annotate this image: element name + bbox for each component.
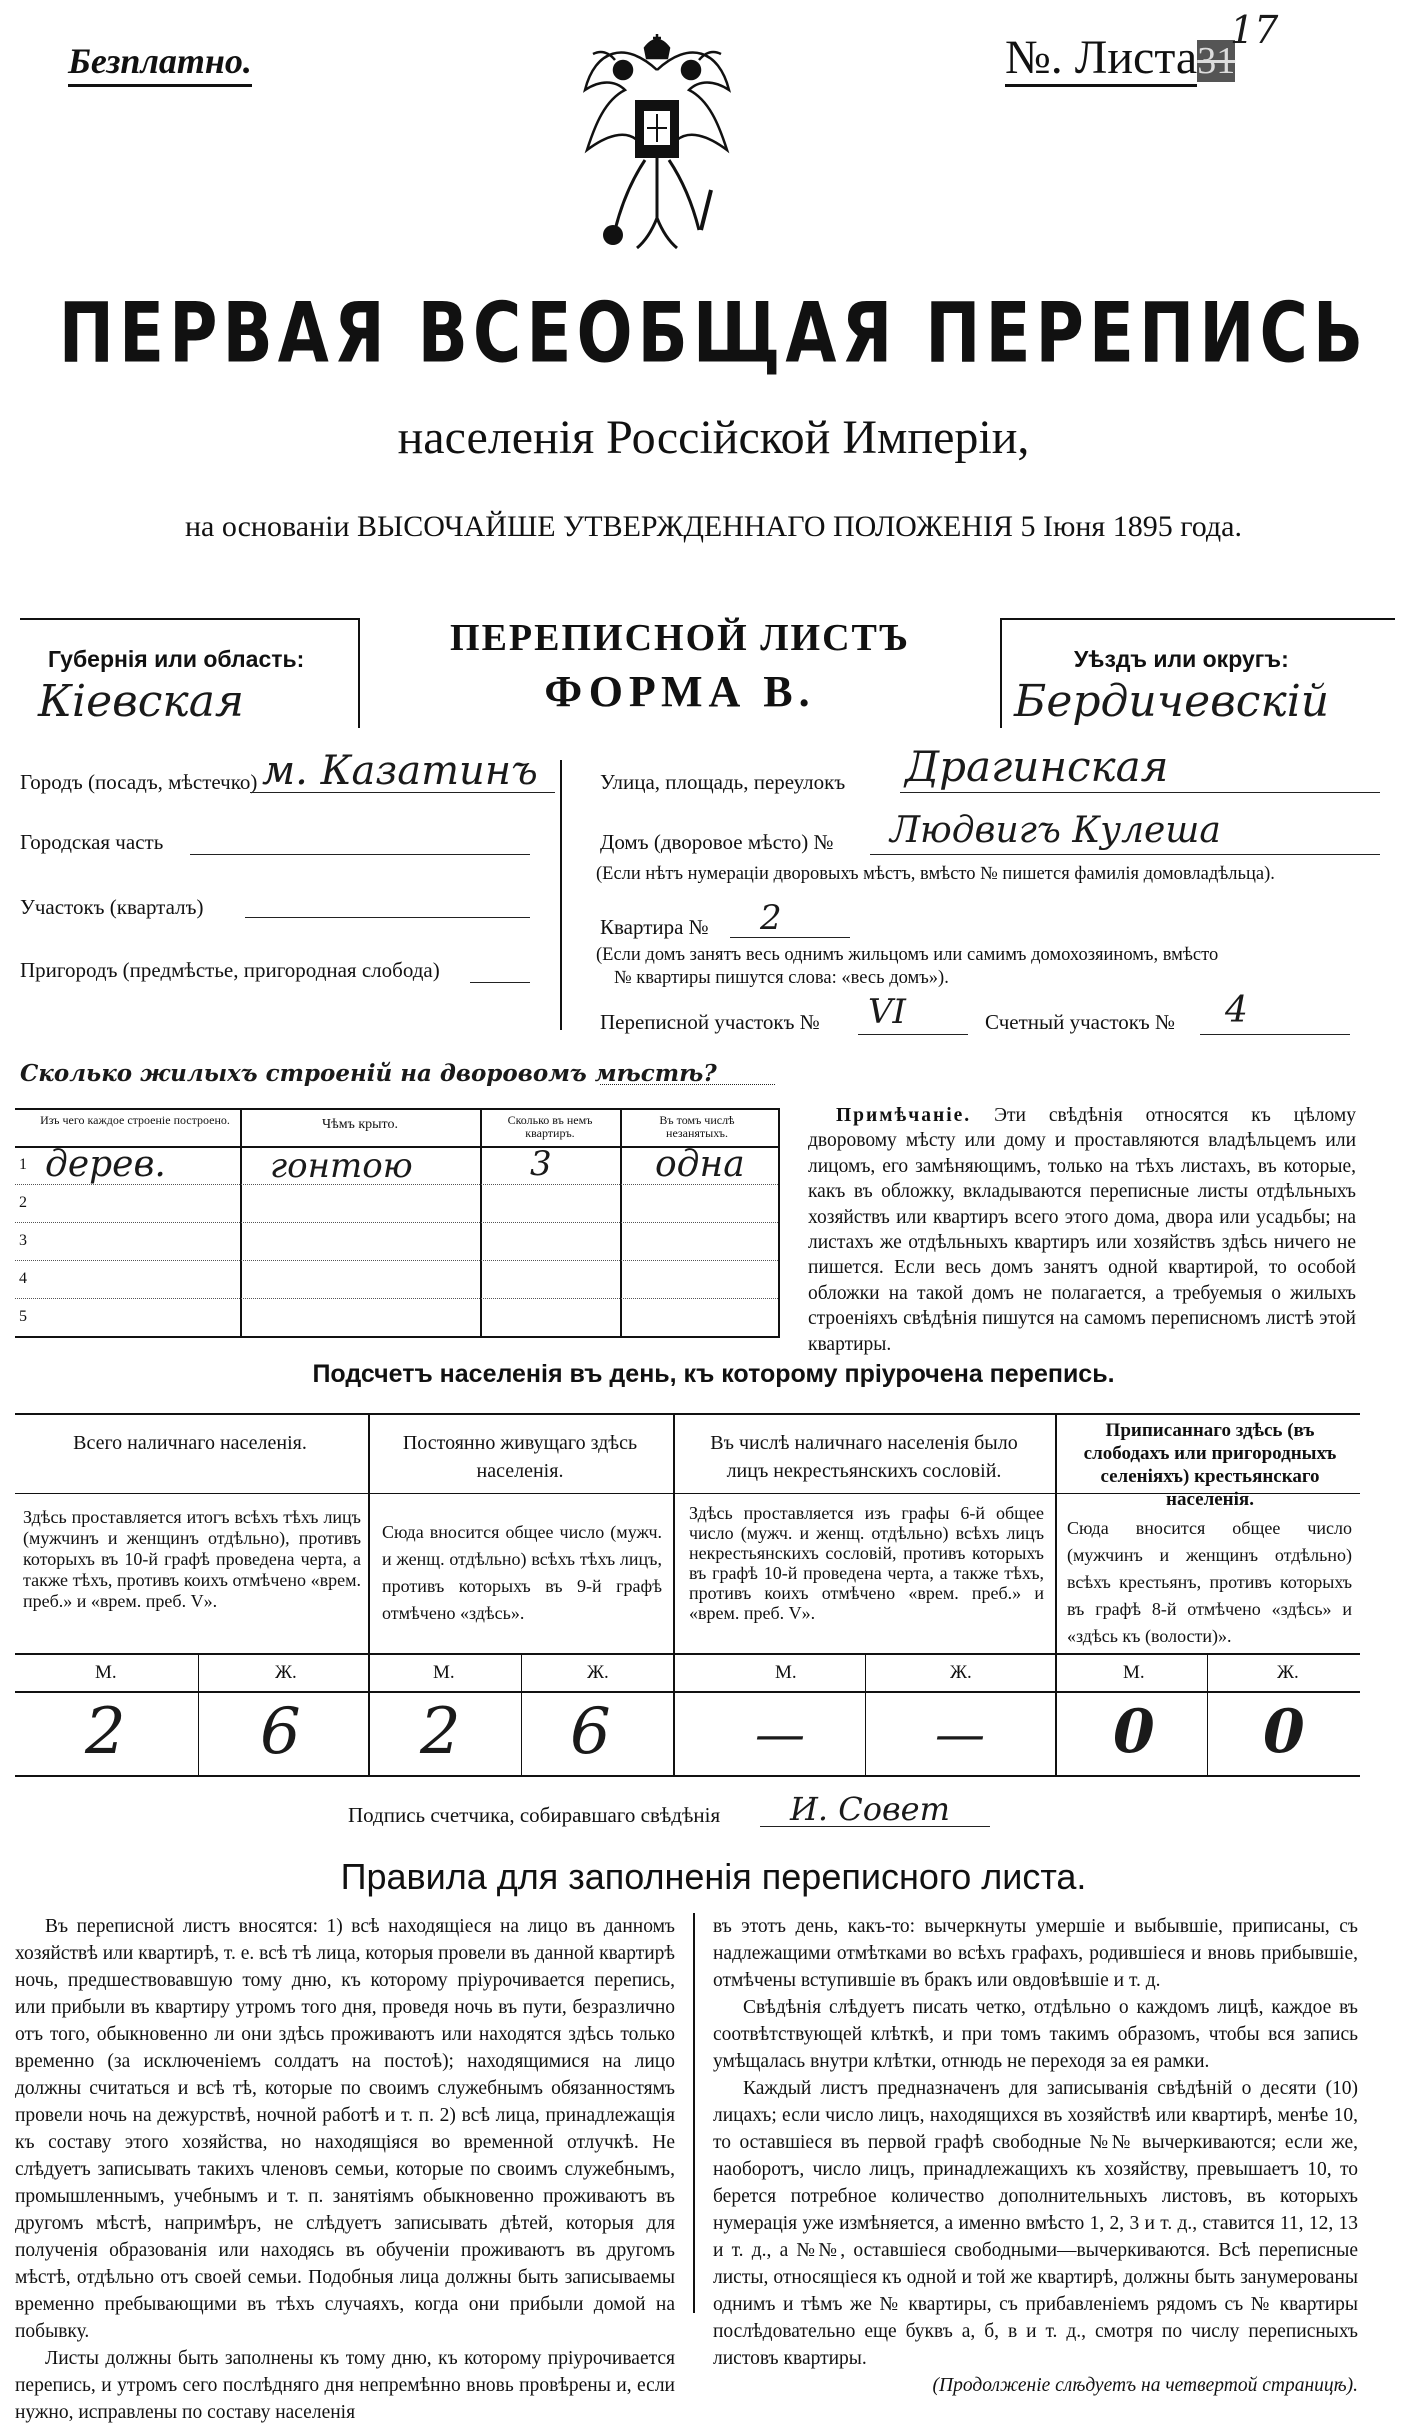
page-subtitle: населенія Россійской Имперіи, [397,411,1030,464]
count-col-desc: Здѣсь проставляется итогъ всѣхъ тѣхъ лицъ (мужчинъ и женщинъ отдѣльно), противъ которыхъ въ 10-й графѣ проведена черта, а также тѣхъ, противъ коихъ отмѣчено «врем. преб.» и «врем. преб. V». [23,1507,361,1611]
count-col-title: Всего наличнаго населенія. [73,1432,307,1454]
buildings-row-number: 2 [19,1194,27,1211]
count-m-label: М. [95,1662,117,1683]
rules-continuation: (Продолженіе слѣдуетъ на четвертой страницѣ). [932,2375,1358,2396]
suburb-label: Пригородъ (предмѣстье, пригородная слобода) [20,958,440,982]
gubernia-value: Кіевская [38,676,245,727]
count-m-value: — [755,1705,805,1763]
apt-line [730,935,850,938]
buildings-row-number: 3 [19,1232,27,1249]
census-section-label: Переписной участокъ № [600,1010,820,1034]
buildings-row [15,1146,778,1185]
count-section-value: 4 [1225,990,1248,1031]
uezd-label: Уѣздъ или округъ: [1074,646,1289,672]
form-title: ПЕРЕПИСНОЙ ЛИСТЪ [450,617,910,659]
gubernia-label: Губернія или область: [48,646,305,672]
count-col-title-rule [1057,1493,1360,1494]
imperial-eagle-emblem [575,30,740,270]
count-col-title-rule [15,1493,368,1494]
note-block [808,1103,1356,1357]
sheet-number-value: 17 [1230,8,1279,52]
rules-right-paragraph: Свѣдѣнія слѣдуетъ писать четко, отдѣльно о каждомъ лицѣ, каждое въ соотвѣтствующей клѣткѣ, и при томъ такимъ образомъ, чтобы вся запись умѣщалась внутри клѣтки, отнюдь не переходя за ея рамки. [713,1997,1358,2072]
district-label: Городская часть [20,830,164,854]
city-label: Городъ (посадъ, мѣстечко) [20,770,258,794]
buildings-row [15,1184,778,1223]
buildings-question-line [600,1082,775,1085]
count-col-title-rule [675,1493,1055,1494]
form-name: ФОРМА В. [544,667,816,716]
house-label: Домъ (дворовое мѣсто) № [600,830,834,854]
count-table [15,1413,1360,1777]
count-col-title: Въ числѣ наличнаго населенія было лицъ некрестьянскихъ сословій. [710,1432,1018,1482]
count-f-label: Ж. [275,1662,297,1683]
street-value: Драгинская [905,742,1169,791]
district-line [190,852,530,855]
street-label: Улица, площадь, переулокъ [600,770,846,794]
note-heading: Примѣчаніе. [836,1105,972,1126]
uezd-box [1000,618,1395,728]
count-m-value: 0 [1113,1697,1155,1767]
count-m-value: 2 [420,1695,461,1769]
section-label: Участокъ (кварталъ) [20,895,204,919]
signature-value: И. Совет [790,1790,950,1828]
buildings-header-row [15,1110,778,1148]
page-title: ПЕРВАЯ ВСЕОБЩАЯ ПЕРЕПИСЬ [58,285,1369,382]
count-f-value: 0 [1263,1697,1305,1767]
uezd-value: Бердичевскій [1014,676,1330,727]
buildings-header-apts: Сколько въ немъ квартиръ. [507,1113,593,1140]
rules-right-column [713,1913,1358,2399]
buildings-row-number: 5 [19,1308,27,1325]
count-f-label: Ж. [1277,1662,1299,1683]
sheet-number-label: №. Листа [1005,31,1197,87]
apt-note-1: (Если домъ занятъ весь однимъ жильцомъ или самимъ домохозяиномъ, вмѣсто [596,945,1219,965]
rules-right-paragraph: въ этотъ день, какъ-то: вычеркнуты умершіе и выбывшіе, приписаны, съ надлежащими отмѣтками во всѣхъ графахъ, родившіеся и вновь прибывшіе, отмѣчены вступившіе въ бракъ или овдовѣвшіе и т. д. [713,1916,1358,1991]
rules-left-column [15,1913,675,2426]
gubernia-box [20,618,360,728]
suburb-line [470,980,530,983]
city-value: м. Казатинъ [262,748,538,794]
signature-label: Подпись счетчика, собиравшаго свѣдѣнія [348,1803,721,1827]
count-col-peasant [1057,1415,1360,1653]
basis-line: на основаніи ВЫСОЧАЙШЕ УТВЕРЖДЕННАГО ПОЛОЖЕНІЯ 5 Іюня 1895 года. [185,510,1242,543]
free-label: Безплатно. [68,40,252,87]
apt-note-2: № квартиры пишутся слова: «весь домъ»). [614,968,949,988]
count-f-value: 6 [260,1695,301,1769]
count-col-permanent [370,1415,673,1653]
count-vline-m4 [1207,1653,1208,1775]
count-col-title-rule [370,1493,673,1494]
buildings-row [15,1260,778,1299]
count-col-desc: Здѣсь проставляется изъ графы 6-й общее число (мужч. и женщ. отдѣльно) всѣхъ лицъ некрестьянскихъ сословій, противъ которыхъ въ графѣ 10-й проведена черта, а также тѣхъ, противъ коихъ отмѣчено «врем. преб.» и «врем. преб. V». [689,1503,1044,1623]
count-col-nonpeasant [675,1415,1055,1653]
buildings-row [15,1298,778,1336]
address-divider [560,760,562,1030]
apt-value: 2 [760,898,782,938]
sheet-number [1005,8,1279,85]
rules-right-paragraph: Каждый листъ предназначенъ для записыванія свѣдѣній о десяти (10) лицахъ; если число лицъ, находящихся въ хозяйствѣ или квартирѣ, менѣе 10, то оставшіеся въ первой графѣ свободные №№ вычеркиваются; если же, наоборотъ, число лицъ, принадлежащихъ къ хозяйству, превышаетъ 10, то берется потребное количество дополнительныхъ листовъ, въ которыхъ нумерація уже измѣняется, а именно вмѣсто 1, 2, 3 и т. д., ставится 11, 12, 13 и т. д., а №№, оставшіеся свободными—вычеркиваются. Всѣ переписные листы, относящіеся къ одной и той же квартирѣ, должны быть занумерованы однимъ и тѣмъ же № квартиры, съ прибавленіемъ рядомъ съ № квартиры послѣдовательно еще буквъ а, б, в и т. д., смотря по числу переписныхъ листовъ квартиры. [713,2078,1358,2369]
house-note: (Если нѣтъ нумераціи дворовыхъ мѣстъ, вмѣсто № пишется фамилія домовладѣльца). [596,864,1275,884]
section-line [245,915,530,918]
buildings-row-number: 1 [19,1156,27,1173]
count-col-total [15,1415,368,1653]
count-section-label: Счетный участокъ № [985,1010,1176,1034]
buildings-question: Сколько жилыхъ строеній на дворовомъ мѣстѣ? [20,1060,717,1087]
rules-divider [693,1913,695,2313]
count-vline-m1 [198,1653,199,1775]
buildings-row [15,1222,778,1261]
census-section-value: VI [868,992,906,1032]
form-title-block [360,612,1000,722]
count-col-title: Постоянно живущаго здѣсь населенія. [402,1432,638,1482]
rules-heading: Правила для заполненія переписного листа. [340,1856,1087,1897]
buildings-table [15,1108,780,1338]
house-value: Людвигъ Кулеша [890,810,1221,851]
count-col-title: Приписаннаго здѣсь (въ слободахъ или пригородныхъ селеніяхъ) крестьянскаго населенія. [1083,1420,1337,1510]
count-m-label: М. [775,1662,797,1683]
count-f-value: — [935,1705,985,1763]
census-section-line [858,1032,968,1035]
buildings-header-material: Изъ чего каждое строеніе построено. [40,1113,230,1127]
buildings-header-vacant: Въ томъ числѣ незанятыхъ. [659,1113,735,1140]
count-m-label: М. [1123,1662,1145,1683]
rules-left-paragraph: Въ переписной листъ вносятся: 1) всѣ находящіеся на лицо въ данномъ хозяйствѣ или квартирѣ, т. е. всѣ тѣ лица, которыя провели въ данной квартирѣ ночь, предшествовавшую тому дню, къ которому пріурочивается перепись, или прибыли въ квартиру утромъ того дня, проведя ночь въ пути, безразлично отъ того, обыкновенно ли они здѣсь проживаютъ или находятся здѣсь только временно (за исключеніемъ солдатъ на постоѣ); находящимися на лицо должны считаться и всѣ тѣ, которые по своимъ служебнымъ обязанностямъ провели ночь на дежурствѣ, ночной работѣ и т. п. 2) всѣ лица, принадлежащія къ составу этого хозяйства, но находящіяся во временной отлучкѣ. Не слѣдуетъ записывать такихъ членовъ семьи, которые по своимъ служебнымъ, промышленнымъ, учебнымъ и т. п. занятіямъ обыкновенно проживаютъ въ другомъ мѣстѣ, напримѣръ, не слѣдуетъ записывать дѣтей, которыя для полученія образованія или находясь въ обученіи проживаютъ въ другомъ мѣстѣ, отдѣльно отъ своей семьи. Подобныя лица должны быть записываемы временно пребывающими въ тѣхъ случаяхъ, когда они прибыли домой на побывку. [15,1916,675,2342]
note-text: Эти свѣдѣнія относятся къ цѣлому дворовому мѣсту или дому и проставляются владѣльцемъ или лицомъ, его замѣняющимъ, только на тѣхъ листахъ, въ которые, какъ въ обложку, вкладываются переписные листы отдѣльныхъ хозяйствъ или квартиръ всего этого дома, двора или усадьбы; на листахъ же отдѣльныхъ квартиръ или хозяйствъ здѣсь ничего не пишется. Если весь домъ занятъ одной квартирой, то особой обложки на такой домъ не полагается, а требуемыя о жилыхъ строеніяхъ свѣдѣнія пишутся на самомъ переписномъ листѣ этой квартиры. [808,1105,1356,1355]
count-vline-m2 [521,1653,522,1775]
count-f-label: Ж. [587,1662,609,1683]
count-hline-mf [15,1691,1360,1693]
count-f-label: Ж. [950,1662,972,1683]
count-col-desc: Сюда вносится общее число (мужч. и женщ. отдѣльно) всѣхъ тѣхъ лицъ, противъ которыхъ въ 9-й графѣ отмѣчено «здѣсь». [382,1522,662,1623]
rules-left-paragraph: Листы должны быть заполнены къ тому дню, къ которому пріурочивается перепись, и утромъ сего послѣдняго дня непремѣнно вновь провѣрены и, если нужно, исправлены по составу населенія [15,2348,675,2423]
buildings-row-material: дерев. [45,1144,166,1185]
count-vline-m3 [865,1653,866,1775]
buildings-row-vacant: одна [655,1144,745,1185]
sheet-number-struck: 31 [1197,40,1236,82]
house-line [870,852,1380,855]
apt-label: Квартира № [600,915,709,939]
buildings-row-apts: 3 [530,1144,552,1184]
count-hline-top [15,1653,1360,1655]
buildings-row-roof: гонтою [270,1146,413,1186]
buildings-row-number: 4 [19,1270,27,1287]
count-f-value: 6 [570,1695,611,1769]
count-section-line [1200,1032,1350,1035]
buildings-header-roof: Чѣмъ крыто. [322,1117,398,1132]
count-heading: Подсчетъ населенія въ день, къ которому пріурочена перепись. [312,1360,1115,1388]
count-col-desc: Сюда вносится общее число (мужчинъ и женщинъ отдѣльно) всѣхъ крестьянъ, противъ которыхъ въ графѣ 8-й отмѣчено «здѣсь» и «здѣсь къ (волости)». [1067,1518,1352,1646]
count-m-value: 2 [85,1695,126,1769]
count-m-label: М. [433,1662,455,1683]
